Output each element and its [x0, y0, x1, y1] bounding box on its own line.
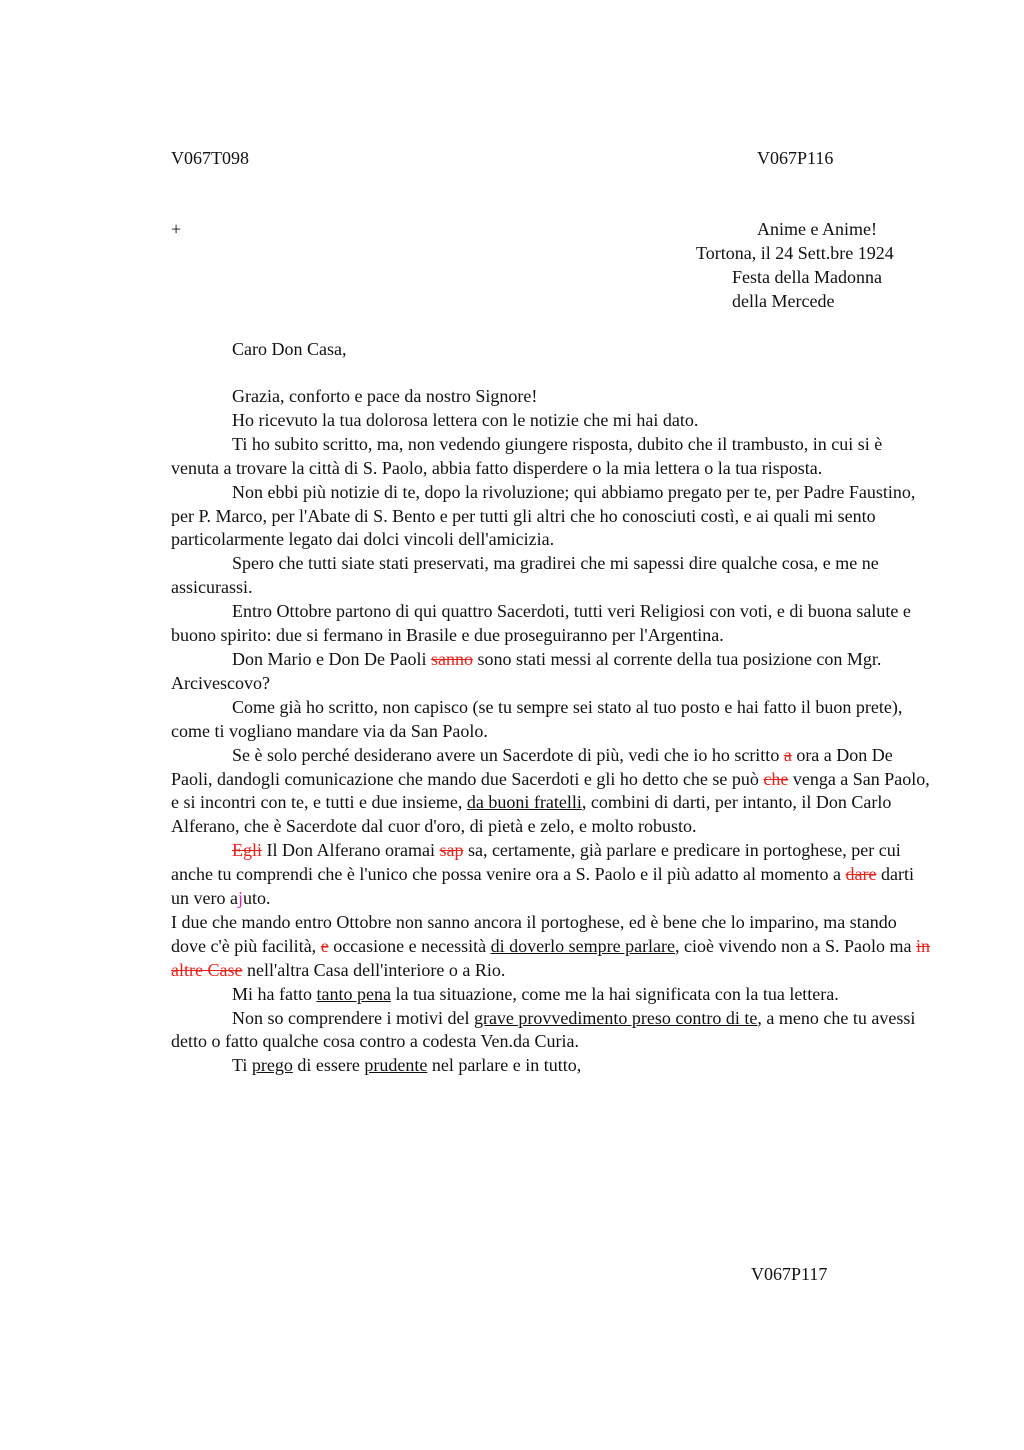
deleted-text: a: [783, 744, 792, 765]
salutation: Caro Don Casa,: [232, 339, 347, 359]
letter-body: [171, 385, 931, 1078]
text-run: di essere: [292, 1055, 365, 1076]
letter-paragraph: [171, 648, 931, 696]
document-code-right: V067P116: [757, 148, 834, 168]
text-run: nel parlare e in tutto,: [427, 1055, 582, 1076]
deleted-text: che: [763, 768, 789, 789]
letter-paragraph: [171, 552, 931, 600]
letter-paragraph: [171, 696, 931, 744]
deleted-text: e: [320, 935, 329, 956]
feast-line-1: Festa della Madonna: [732, 267, 882, 287]
feast-line-2: della Mercede: [732, 291, 835, 311]
letter-paragraph: [171, 385, 931, 409]
text-run: I due che mando entro Ottobre non sanno ancora il portoghese, ed è bene che lo imparino, ma stando dove c'è più facilità,: [171, 911, 897, 956]
deleted-text: sanno: [430, 648, 473, 669]
text-run: Spero che tutti siate stati preservati, ma gradirei che mi sapessi dire qualche cosa, e me ne assicurassi.: [171, 553, 879, 598]
letter-paragraph: [171, 911, 931, 983]
text-run: Come già ho scritto, non capisco (se tu sempre sei stato al tuo posto e hai fatto il buon prete), come ti vogliano mandare via da San Paolo.: [171, 696, 903, 741]
deleted-text: Egli: [232, 840, 262, 861]
text-run: Non ebbi più notizie di te, dopo la rivoluzione; qui abbiamo pregato per te, per Padre Faustino, per P. Marco, per l'Abate di S. Bento e per tutti gli altri che ho conosciuti costì, e ai quali mi sento particolarmente legato dai dolci vincoli dell'amicizia.: [171, 481, 916, 550]
underlined-text: prudente: [364, 1055, 428, 1076]
text-run: , a meno che tu avessi detto o fatto qualche cosa contro a codesta Ven.da Curia.: [171, 1007, 916, 1052]
deleted-text: in altre Case: [171, 935, 931, 980]
letter-paragraph: [171, 983, 931, 1007]
deleted-text: dare: [845, 864, 877, 885]
text-run: darti un vero a: [171, 864, 915, 909]
place-date-line: Tortona, il 24 Sett.bre 1924: [696, 243, 894, 263]
text-run: , cioè vivendo non a S. Paolo ma: [675, 935, 916, 956]
underlined-text: di doverlo sempre parlare: [490, 935, 676, 956]
underlined-text: da buoni fratelli: [466, 792, 582, 813]
text-run: Don Mario e Don De Paoli: [232, 648, 431, 669]
text-run: Ti: [232, 1055, 252, 1076]
text-run: Mi ha fatto: [232, 983, 317, 1004]
text-run: Ho ricevuto la tua dolorosa lettera con le notizie che mi hai dato.: [232, 409, 699, 430]
inserted-text: j: [237, 888, 243, 909]
text-run: Non so comprendere i motivi del: [232, 1007, 474, 1028]
underlined-text: prego: [251, 1055, 293, 1076]
letter-paragraph: [171, 600, 931, 648]
text-run: Il Don Alferano oramai: [262, 840, 440, 861]
letter-paragraph: [171, 481, 931, 553]
motto-line: Anime e Anime!: [757, 219, 877, 239]
text-run: Grazia, conforto e pace da nostro Signore!: [232, 386, 538, 406]
text-run: la tua situazione, come me la hai significata con la tua lettera.: [390, 983, 839, 1004]
deleted-text: sap: [439, 840, 464, 861]
text-run: Entro Ottobre partono di qui quattro Sacerdoti, tutti veri Religiosi con voti, e di buona salute e buono spirito: due si fermano in Brasile e due proseguiranno per l'Argentina.: [171, 601, 911, 646]
letter-paragraph: [171, 1007, 931, 1055]
text-run: uto.: [243, 888, 271, 909]
letter-paragraph: [171, 433, 931, 481]
text-run: ora a Don De Paoli, dandogli comunicazione che mando due Sacerdoti e gli ho detto che se può: [171, 744, 893, 789]
letter-paragraph: [171, 744, 931, 840]
text-run: venga a San Paolo, e si incontri con te, e tutti e due insieme,: [171, 768, 930, 813]
text-run: sono stati messi al corrente della tua posizione con Mgr. Arcivescovo?: [171, 648, 882, 693]
text-run: , combini di darti, per intanto, il Don Carlo Alferano, che è Sacerdote dal cuor d'oro, di pietà e zelo, e molto robusto.: [171, 792, 892, 837]
letter-paragraph: [171, 409, 931, 433]
underlined-text: tanto pena: [316, 983, 391, 1004]
letter-paragraph: [171, 1054, 931, 1078]
cross-mark: +: [171, 219, 182, 239]
text-run: Se è solo perché desiderano avere un Sacerdote di più, vedi che io ho scritto: [232, 744, 784, 765]
document-code-left: V067T098: [171, 148, 249, 168]
text-run: nell'altra Casa dell'interiore o a Rio.: [242, 959, 506, 980]
text-run: occasione e necessità: [328, 935, 491, 956]
text-run: Ti ho subito scritto, ma, non vedendo giungere risposta, dubito che il trambusto, in cui si è venuta a trovare la città di S. Paolo, abbia fatto disperdere o la mia lettera o la tua risposta.: [171, 433, 883, 478]
underlined-text: grave provvedimento preso contro di te: [473, 1007, 758, 1028]
page-footer-code: V067P117: [751, 1264, 828, 1284]
text-run: sa, certamente, già parlare e predicare in portoghese, per cui anche tu comprendi che è l'unico che possa venire ora a S. Paolo e il più adatto al momento a: [171, 840, 901, 885]
letter-paragraph: [171, 839, 931, 911]
